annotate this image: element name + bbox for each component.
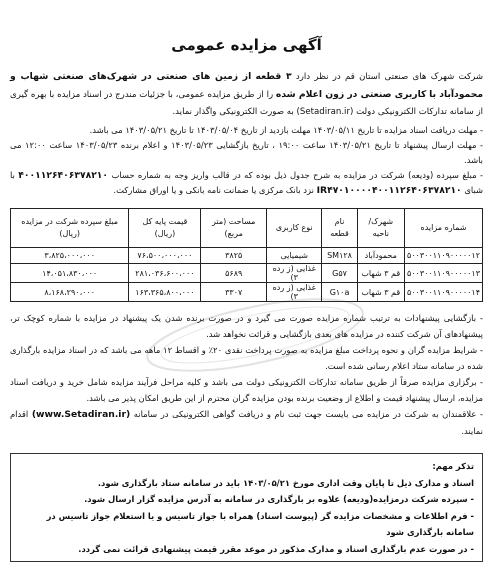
deposit-text-1: - مبلغ سپرده (ودیعه) شرکت در مزایده به شرح جدول ذیل بوده که در قالب واریز وجه به شماره حساب [111,170,483,180]
cell-deposit: ۱۴،۰۵۱،۸۳۰،۰۰۰ [11,264,129,283]
intro-text-3: کاربری صنعتی در زون اعلام شده [275,89,427,100]
intro-text-4: را از طریق مزایده عمومی، با جزئیات مندرج در اسناد مزایده با بهره گیری از سامانه تدارکات الکترونیکی دولت [10,90,483,117]
header-usage: نوع کاربری [266,209,322,248]
cell-area: ۳۸۲۵ [201,248,266,264]
cell-town: محمودآباد [357,248,404,264]
cell-area: ۵۶۸۹ [201,264,266,283]
intro-text-1: شرکت شهرک های صنعتی استان قم در نظر دارد [295,72,484,82]
cell-auction-number: ۵۰۰۳۰۰۱۱۰۹۰۰۰۰۰۱۲ [404,248,482,264]
header-base-price: قیمت پایه کل (ریال) [129,209,201,248]
intro-text-2: از زمین های صنعتی در شهرک‌های صنعتی شهاب و محمودآباد با [10,71,484,100]
rules-section [10,310,483,439]
page-title: آگهی مزایده عمومی [171,36,322,54]
table-row [11,248,483,264]
important-note-box [10,453,483,562]
note-line-3: - فرم اطلاعات و مشخصات مزایده گر (پیوست اسناد) همراه با جواز تاسیس و یا استعلام جواز تاسیس در سامانه بارگذاری شود [46,510,474,537]
intro-paragraph [10,68,483,121]
cell-usage: غذایی (ز رده ۳) [266,264,322,283]
header-plot-name: نام قطعه [322,209,357,248]
registration-text-2: اقدام نمایند. [10,409,483,436]
intro-count: ۳ قطعه [255,71,292,82]
registration-text-1: - علاقمندان به شرکت در مزایده می بایست جهت ثبت نام و دریافت گواهی الکترونیکی در سامانه [133,409,483,419]
cell-usage: شیمیایی [266,248,322,264]
rule-opening-order: - بازگشایی پیشنهادات به ترتیب شماره مزایده صورت می گیرد و در صورت برنده شدن یک پیشنهاد در مزایده با شماره کوچک تر، پیشنهادهای آن شرکت کننده در مزایده های بعدی بازگشایی و قرائت نخواهد شد. [10,313,483,339]
cell-area: ۳۳۰۷ [201,283,266,302]
note-line-1: اسناد و مدارک ذیل تا پایان وقت اداری مورخ ۱۴۰۳/۰۵/۲۱ باید در سامانه ستاد بارگذاری شود. [97,477,474,488]
table-row [11,264,483,283]
cell-plot-name: G۵۷ [322,264,357,283]
registration-site: (www.Setadiran.ir) [31,409,131,420]
cell-base-price: ۲۸۱،۰۳۶،۶۰۰،۰۰۰ [129,264,201,283]
header-area: مساحت (متر مربع) [201,209,266,248]
deposit-text-2: با شبای [10,170,483,195]
cell-plot-name: SM۱۲۸ [322,248,357,264]
header-auction-number: شماره مزایده [404,209,482,248]
auction-table [10,208,483,302]
intro-text-5: به صورت الکترونیکی واگذار نماید. [172,107,294,117]
bullet-documents-deadline: - مهلت دریافت اسناد مزایده تا تاریخ ۱۴۰۳/۰۵/۱۱ مهلت بازدید از تاریخ ۱۴۰۳/۰۵/۰۴ تا تاریخ ۱۴۰۳/۰۵/۲۱ می باشد. [89,125,483,135]
cell-town: قم ۳ شهاب [357,283,404,302]
cell-deposit: ۳،۸۲۵،۰۰۰،۰۰۰ [11,248,129,264]
rule-electronic-only: - برگزاری مزایده صرفاً از طریق سامانه تدارکات الکترونیکی دولت می باشد و کلیه مراحل فرآیند مزایده شامل خرید و دریافت اسناد مزایده، ارسال پیشنهاد قیمت و اطلاع از وضعیت برنده بودن مزایده گران محترم از این طریق امکان پذیر می باشد. [10,377,483,403]
deposit-text-3: نزد بانک مرکزی یا ضمانت نامه بانکی و یا اوراق مشارکت. [113,185,314,195]
schedule-bullets [10,123,483,198]
cell-auction-number: ۵۰۰۳۰۰۱۱۰۹۰۰۰۰۰۱۴ [404,283,482,302]
bullet-proposal-deadline: - مهلت ارسال پیشنهاد تا تاریخ ۱۴۰۳/۰۵/۲۱ ساعت ۱۹:۰۰ ، تاریخ بازگشایی ۱۴۰۳/۰۵/۲۳ و اعلام برنده ۱۴۰۳/۰۵/۲۳ ساعت ۱۲:۰۰ می باشد. [10,140,483,165]
account-number: ۴۰۰۱۱۲۶۴۰۶۳۷۸۲۱۰ [18,170,109,181]
note-line-4: - در صورت عدم بارگذاری اسناد و مدارک مذکور در موعد مقرر قیمت پیشنهادی قرائت نمی گردد. [78,543,474,554]
iban-number: IR۴۷۰۱۰۰۰۰۴۰۰۱۱۲۶۴۰۶۳۷۸۲۱۰ [316,185,462,196]
rule-payment-terms: - شرایط مزایده گران و نحوه پرداخت مبلغ مزایده به صورت پرداخت نقدی ۲۰٪ و اقساط ۱۲ ماهه می باشد که در اسناد مزایده بارگذاری شده در سامانه ستاد اعلام رسانی شده است. [10,345,483,371]
header-town: شهرک/ ناحیه [357,209,404,248]
bullet-deposit [10,168,483,198]
note-line-2: - سپرده شرکت درمزایده(ودیعه) علاوه بر بارگذاری در سامانه به آدرس مزایده گزار ارسال شود. [84,494,474,504]
table-header-row [11,209,483,248]
cell-auction-number: ۵۰۰۳۰۰۱۱۰۹۰۰۰۰۰۱۳ [404,264,482,283]
note-heading: تذکر مهم: [432,461,474,471]
cell-deposit: ۸،۱۶۸،۲۹۰،۰۰۰ [11,283,129,302]
cell-town: قم ۳ شهاب [357,264,404,283]
cell-plot-name: G۱۰a [322,283,357,302]
cell-base-price: ۷۶،۵۰۰،۰۰۰،۰۰۰ [129,248,201,264]
table-row [11,283,483,302]
intro-site: (Setadiran.ir) [296,107,354,117]
cell-base-price: ۱۶۳،۳۶۵،۸۰۰،۰۰۰ [129,283,201,302]
rule-registration [10,406,483,439]
header-deposit: مبلغ سپرده شرکت در مزایده (ریال) [11,209,129,248]
cell-usage: غذایی (ز رده ۳) [266,283,322,302]
